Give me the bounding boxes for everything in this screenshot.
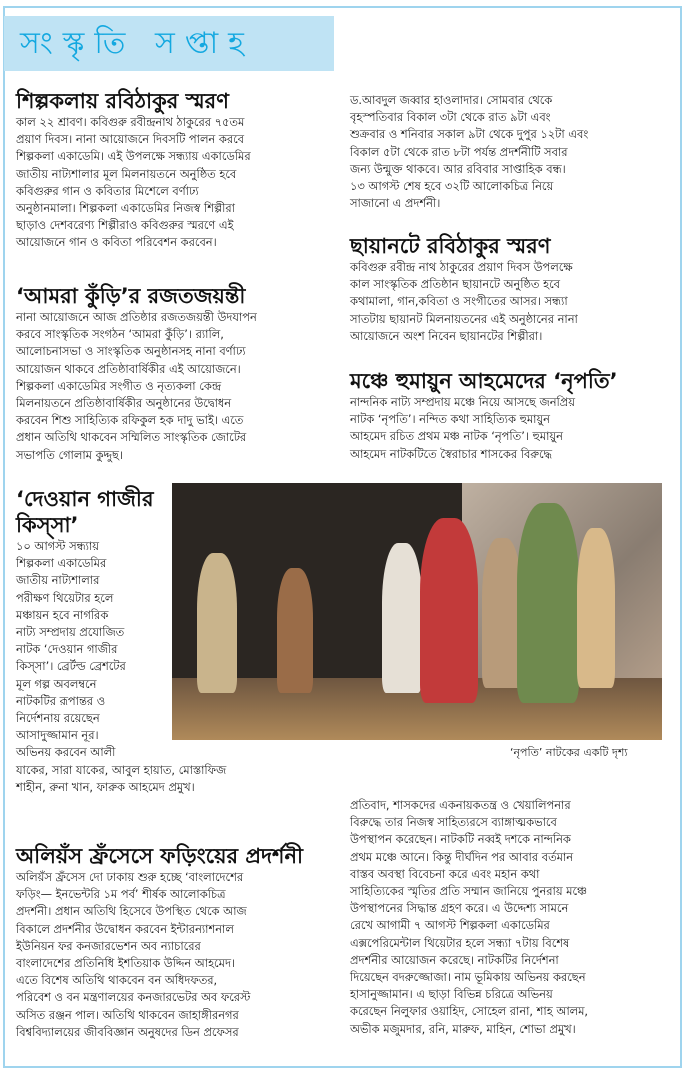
text-line: যাকের, সারা যাকের, আবুল হায়াত, মোস্তাফিজ <box>16 762 227 777</box>
text-line: আয়োজনে অংশ নিবেন ছায়ানটের শিল্পীরা। <box>350 328 543 343</box>
text-line: নাট্য সম্প্রদায় প্রযোজিত <box>16 625 125 640</box>
section-masthead <box>4 16 334 71</box>
text-line: শিল্পকলা একাডেমির <box>16 556 107 571</box>
text-line: মঞ্চায়ন হবে নাগরিক <box>16 607 109 622</box>
body-alliance-continued <box>350 92 675 212</box>
body-tagore <box>16 114 346 252</box>
article-alliance-continued <box>350 92 675 212</box>
text-line: অভীক মজুমদার, রনি, মারুফ, মাহিন, শোভা প্রমুখ। <box>350 1021 576 1036</box>
article-nripoti <box>350 368 675 463</box>
actor-figure <box>420 518 478 703</box>
text-line: উপস্থাপনের সিদ্ধান্ত গ্রহণ করে। এ উদ্দেশ্য সামনে <box>350 901 569 916</box>
headline-alliance: অলিয়ঁস ফ্রঁসেসে ফড়িংয়ের প্রদর্শনী <box>16 844 304 868</box>
text-line: ছাড়াও দেশবরেণ্য শিল্পীরাও কবিগুরুর স্মরণে এই <box>16 218 234 233</box>
text-line: ইউনিয়ন ফর কনজারভেশন অব ন্যাচারের <box>16 938 201 953</box>
article-nripoti-continued <box>350 797 675 1038</box>
text-line: বিরুদ্ধে তার নিজস্ব সাহিত্যরসে ব্যাঙ্গাত্মকভাবে <box>350 815 557 830</box>
headline-amra-kuri: ‘আমরা কুঁড়ি’র রজতজয়ন্তী <box>16 284 246 308</box>
article-tagore <box>16 88 346 252</box>
text-line: কথামালা, গান,কবিতা ও সংগীতের আসর। সন্ধ্যা <box>350 294 568 309</box>
text-line: প্রদর্শনীর আয়োজন করেছে। নাটকটির নির্দেশনা <box>350 952 559 967</box>
text-line: পরিবেশ ও বন মন্ত্রণালয়ের কনজারভেটর অব ফরেস্ট <box>16 990 251 1005</box>
headline-tagore: শিল্পকলায় রবিঠাকুর স্মরণ <box>16 89 229 113</box>
headline-line: ‘দেওয়ান গাজীর <box>16 487 154 511</box>
text-line: বাস্তব অবস্থা বিবেচনা করে এবং মহান কথা <box>350 866 540 881</box>
headline-line: কিস্সা’ <box>16 513 79 537</box>
text-line: মিলনায়তনে প্রতিষ্ঠাবার্ষিকীর অনুষ্ঠানের উদ্বোধন <box>16 396 232 411</box>
text-line: সাহিত্যিকের স্মৃতির প্রতি সম্মান জানিয়ে পুনরায় মঞ্চে <box>350 884 588 899</box>
text-line: শুক্রবার ও শনিবার সকাল ৯টা থেকে দুপুর ১২টা এবং <box>350 127 589 142</box>
body-amra-kuri <box>16 309 346 464</box>
text-line: বাংলাদেশের প্রতিনিধি ইশতিয়াক উদ্দিন আহমেদ। <box>16 956 236 971</box>
text-line: এতে বিশেষ অতিথি থাকবেন বন অধিদফতর, <box>16 973 218 988</box>
text-line: কাল ২২ শ্রাবণ। কবিগুরু রবীন্দ্রনাথ ঠাকুরের ৭৫তম <box>16 115 245 129</box>
play-scene-photo <box>172 483 662 740</box>
body-nripoti-continued <box>350 797 675 1038</box>
text-line: বিশ্ববিদ্যালয়ের জীববিজ্ঞান অনুষদের ডিন প্রফেসর <box>16 1024 239 1039</box>
text-line: এক্সপেরিমেন্টাল থিয়েটার হলে সন্ধ্যা ৭টায় বিশেষ <box>350 935 570 950</box>
text-line: পরীক্ষণ থিয়েটার হলে <box>16 590 114 605</box>
text-line: ফড়িং— ইনভেন্টরি ১ম পর্ব’ শীর্ষক আলোকচিত্র <box>16 887 226 902</box>
text-line: আলোচনাসভা ও সাংস্কৃতিক অনুষ্ঠানসহ নানা বর্ণাঢ্য <box>16 344 246 359</box>
text-line: আয়োজনে গান ও কবিতা পরিবেশন করবেন। <box>16 235 217 250</box>
text-line: আসাদুজ্জামান নূর। <box>16 728 99 743</box>
actor-figure <box>197 553 237 693</box>
text-line: শিল্পকলা একাডেমি। এই উপলক্ষে সন্ধ্যায় একাডেমির <box>16 149 251 164</box>
text-line: প্রয়াণ দিবস। নানা আয়োজনে দিবসটি পালন করবে <box>16 132 244 147</box>
text-line: হাসানুজ্জামান। এ ছাড়া বিভিন্ন চরিত্রে অভিনয় <box>350 987 553 1002</box>
text-line: প্রধান অতিথি থাকবেন সম্মিলিত সাংস্কৃতিক জোটের <box>16 430 247 445</box>
actor-figure <box>382 543 422 693</box>
text-line: নাটকটির রূপান্তর ও <box>16 693 106 708</box>
actor-figure <box>577 528 615 688</box>
headline-nripoti: মঞ্চে হুমায়ুন আহমেদের ‘নৃপতি’ <box>350 369 618 393</box>
text-line: নান্দনিক নাট্য সম্প্রদায় মঞ্চে নিয়ে আসছে জনপ্রিয় <box>350 395 575 409</box>
headline-chhayanaut: ছায়ানটে রবিঠাকুর স্মরণ <box>350 234 551 258</box>
photo-caption: ‘নৃপতি’ নাটকের একটি দৃশ্য <box>510 746 628 759</box>
text-line: অভিনয় করবেন আলী <box>16 745 116 760</box>
actor-figure <box>517 503 579 703</box>
actor-figure <box>277 568 313 693</box>
text-line: বিকাল ৫টা থেকে রাত ৮টা পর্যন্ত প্রদর্শনীটি সবার <box>350 144 568 159</box>
text-line: জাতীয় নাট্যশালার মূল মিলনায়তনে অনুষ্ঠিত হবে <box>16 166 237 181</box>
text-line: শাহীন, রুনা খান, ফারুক আহমেদ প্রমুখ। <box>16 779 195 794</box>
text-line: ড.আবদুল জব্বার হাওলাদার। সোমবার থেকে <box>350 93 553 107</box>
body-chhayanaut <box>350 259 675 345</box>
text-line: ১০ আগস্ট সন্ধ্যায় <box>16 539 99 553</box>
text-line: নির্দেশনায় রয়েছেন <box>16 711 100 726</box>
text-line: নানা আয়োজনে আজ প্রতিষ্ঠার রজতজয়ন্তী উদযাপন <box>16 310 257 324</box>
text-line: নাটক ‘দেওয়ান গাজীর <box>16 642 118 657</box>
text-line: জাতীয় নাট্যশালার <box>16 573 100 588</box>
text-line: ১৩ আগস্ট শেষ হবে ৩২টি আলোকচিত্র নিয়ে <box>350 179 554 194</box>
text-line: আহমেদ রচিত প্রথম মঞ্চ নাটক ‘নৃপতি’। হুমায়ুন <box>350 429 563 444</box>
text-line: করবে সাংস্কৃতিক সংগঠন ‘আমরা কুঁড়ি’। র‍্যালি, <box>16 327 224 342</box>
text-line: অলিয়ঁস ফ্রঁসেস দো ঢাকায় শুরু হচ্ছে ‘বাংলাদেশের <box>16 870 244 884</box>
section-title: সংস্কৃতি সপ্তাহ <box>20 26 254 61</box>
text-line: আহমেদ নাটকটিতে স্বৈরাচার শাসকের বিরুদ্ধে <box>350 446 552 461</box>
text-line: প্রদর্শনী। প্রধান অতিথি হিসেবে উপস্থিত থেকে আজ <box>16 904 247 919</box>
text-line: কাল সাংস্কৃতিক প্রতিষ্ঠান ছায়ানটে অনুষ্ঠিত হবে <box>350 277 560 292</box>
text-line: প্রথম মঞ্চে আনে। কিন্তু দীর্ঘদিন পর আবার বর্তমান <box>350 849 574 864</box>
text-line: অসিত রঞ্জন পাল। অতিথি থাকবেন জাহাঙ্গীরনগর <box>16 1007 239 1022</box>
text-line: সাতটায় ছায়ানট মিলনায়তনের এই অনুষ্ঠানের নানা <box>350 311 578 326</box>
text-line: কিস্সা’। ব্রের্টল্ড ব্রেশটের <box>16 659 126 674</box>
text-line: দিয়েছেন বদরুজ্জোজা। নাম ভূমিকায় অভিনয় করছেন <box>350 970 586 985</box>
text-line: প্রতিবাদ, শাসকদের একনায়কতন্ত্র ও খেয়ালিপনার <box>350 798 571 812</box>
text-line: সাজানো এ প্রদর্শনী। <box>350 196 441 211</box>
text-line: বৃহস্পতিবার বিকাল ৩টা থেকে রাত ৯টা এবং <box>350 110 551 125</box>
text-line: উপস্থাপন করেছেন। নাটকটি নব্বই দশকে নান্দনিক <box>350 832 571 847</box>
text-line: নাটক ‘নৃপতি’। নন্দিত কথা সাহিত্যিক হুমায়ুন <box>350 412 550 427</box>
text-line: রেখে আগামী ৭ আগস্ট শিল্পকলা একাডেমির <box>350 918 550 933</box>
article-amra-kuri <box>16 283 346 464</box>
actor-figure <box>482 538 522 688</box>
text-line: জন্য উন্মুক্ত থাকবে। আর রবিবার সাপ্তাহিক বন্ধ। <box>350 161 566 176</box>
text-line: করেছেন নিলুফার ওয়াহিদ, সোহেল রানা, শাহ আলম, <box>350 1004 589 1019</box>
text-line: করবেন শিশু সাহিত্যিক রফিকুল হক দাদু ভাই। এতে <box>16 413 244 428</box>
text-line: কবিগুরুর গান ও কবিতার মিশেলে বর্ণাঢ্য <box>16 183 199 198</box>
body-alliance <box>16 869 346 1041</box>
text-line: মূল গল্প অবলম্বনে <box>16 676 97 691</box>
text-line: বিকালে প্রদর্শনীর উদ্বোধন করবেন ইন্টারন্যাশনাল <box>16 921 234 936</box>
article-chhayanaut <box>350 233 675 345</box>
article-alliance <box>16 843 346 1041</box>
text-line: আয়োজন থাকবে প্রতিষ্ঠাবার্ষিকীর এই আয়োজনে। <box>16 361 241 376</box>
text-line: সভাপতি গোলাম কুদ্দুছ। <box>16 447 123 462</box>
text-line: কবিগুরু রবীন্দ্র নাথ ঠাকুরের প্রয়াণ দিবস উপলক্ষে <box>350 260 573 274</box>
masthead-band <box>334 16 679 71</box>
body-nripoti <box>350 394 675 463</box>
text-line: অনুষ্ঠানমালা। শিল্পকলা একাডেমির নিজস্ব শিল্পীরা <box>16 201 235 216</box>
text-line: শিল্পকলা একাডেমির সংগীত ও নৃত্যকলা কেন্দ্র <box>16 378 222 393</box>
